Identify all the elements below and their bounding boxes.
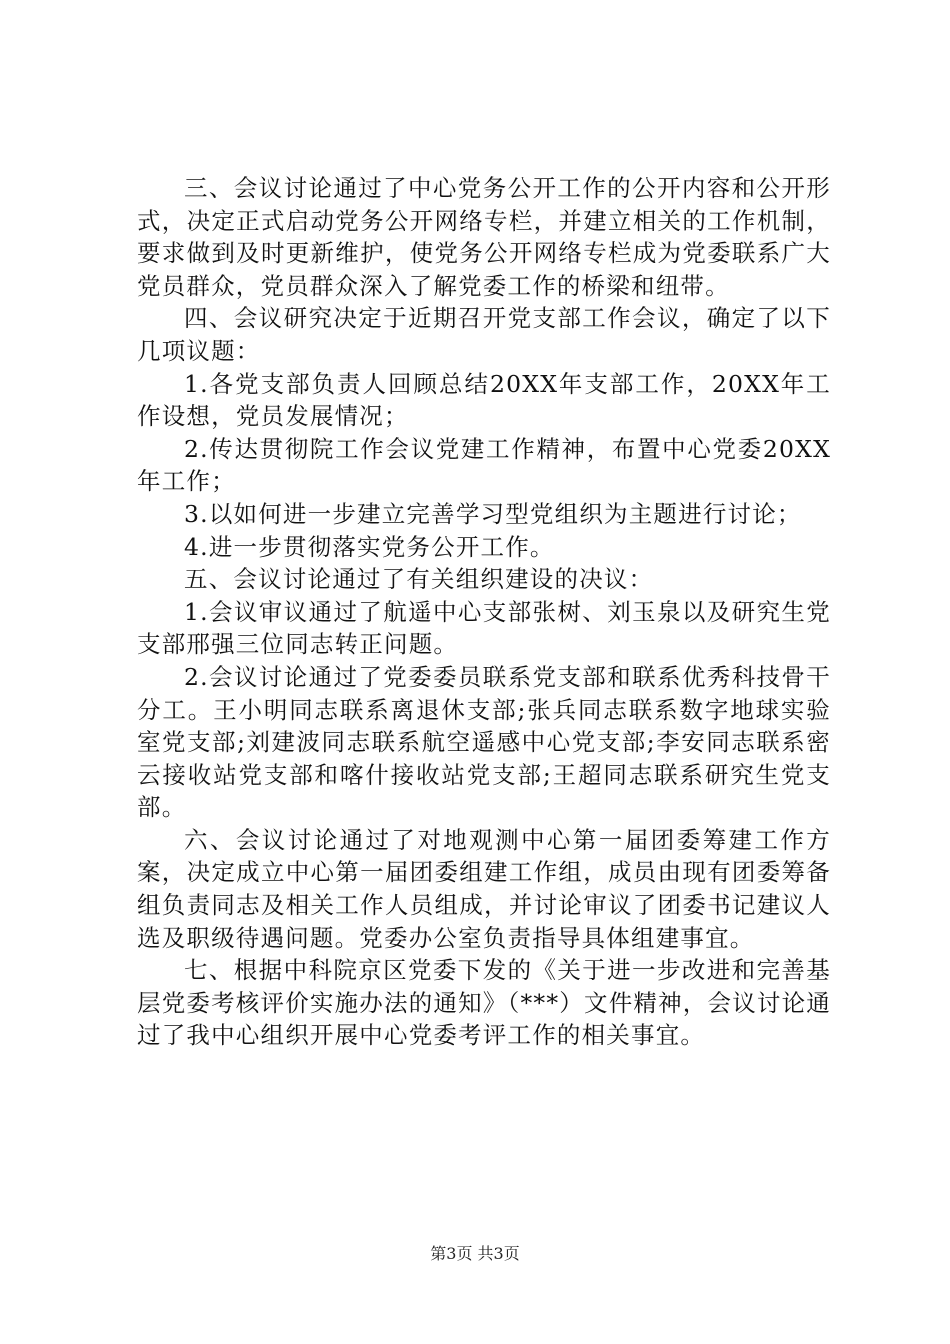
resolution-item-2: 2.会议讨论通过了党委委员联系党支部和联系优秀科技骨干分工。王小明同志联系离退休支部;张兵同志联系数字地球实验室党支部;刘建波同志联系航空遥感中心党支部;李安同志联系密云接收站党支部和喀什接收站党支部;王超同志联系研究生党支部。 — [137, 662, 831, 822]
paragraph-4: 四、会议研究决定于近期召开党支部工作会议，确定了以下几项议题： — [137, 304, 831, 365]
agenda-item-2: 2.传达贯彻院工作会议党建工作精神，布置中心党委20XX年工作； — [137, 434, 831, 496]
agenda-item-3: 3.以如何进一步建立完善学习型党组织为主题进行讨论； — [184, 499, 802, 528]
agenda-item-1: 1.各党支部负责人回顾总结20XX年支部工作，20XX年工作设想，党员发展情况； — [137, 369, 831, 431]
resolution-item-1: 1.会议审议通过了航遥中心支部张树、刘玉泉以及研究生党支部邢强三位同志转正问题。 — [137, 597, 831, 659]
paragraph-7: 七、根据中科院京区党委下发的《关于进一步改进和完善基层党委考核评价实施办法的通知》（***）文件精神，会议讨论通过了我中心组织开展中心党委考评工作的相关事宜。 — [137, 956, 831, 1050]
paragraph-5: 五、会议讨论通过了有关组织建设的决议： — [184, 565, 654, 594]
paragraph-6: 六、会议讨论通过了对地观测中心第一届团委筹建工作方案，决定成立中心第一届团委组建工作组，成员由现有团委筹备组负责同志及相关工作人员组成，并讨论审议了团委书记建议人选及职级待遇问题。党委办公室负责指导具体组建事宜。 — [137, 825, 831, 952]
paragraph-3: 三、会议讨论通过了中心党务公开工作的公开内容和公开形式，决定正式启动党务公开网络专栏，并建立相关的工作机制，要求做到及时更新维护，使党务公开网络专栏成为党委联系广大党员群众，党员群众深入了解党委工作的桥梁和纽带。 — [137, 174, 831, 300]
agenda-item-4: 4.进一步贯彻落实党务公开工作。 — [184, 532, 555, 561]
page-footer: 第3页 共3页 — [430, 1244, 520, 1263]
document-body — [137, 172, 831, 1052]
